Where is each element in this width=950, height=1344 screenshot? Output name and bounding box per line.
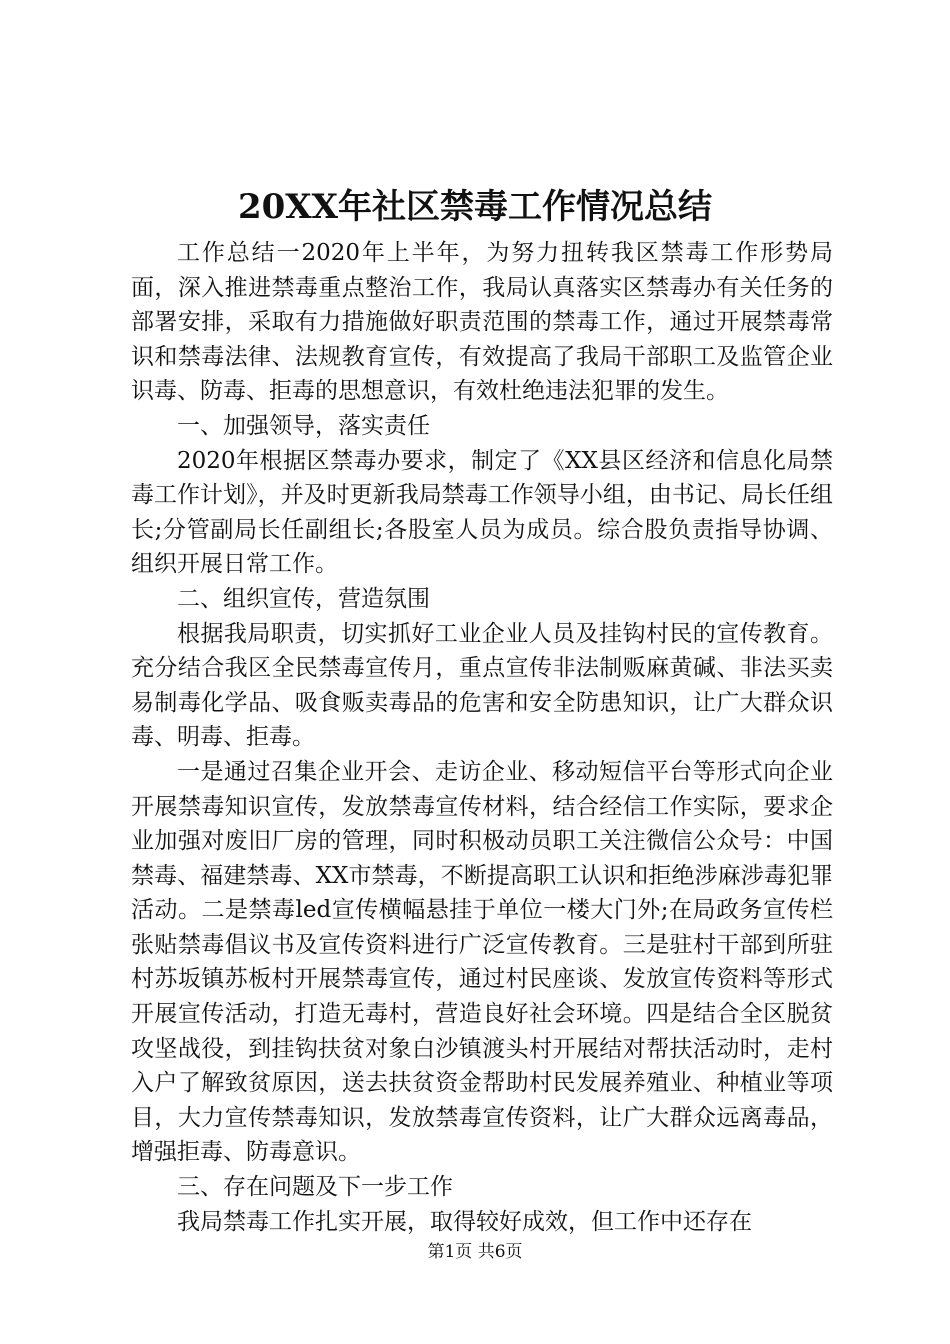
paragraph-section-3: 我局禁毒工作扎实开展，取得较好成效，但工作中还存在 [177,1208,752,1235]
page-footer: 第1页 共6页 [427,1242,523,1262]
paragraph-intro: 工作总结一2020年上半年，为努力扭转我区禁毒工作形势局面，深入推进禁毒重点整治工作，我局认真落实区禁毒办有关任务的部署安排，采取有力措施做好职责范围的禁毒工作，通过开展禁毒常识和禁毒法律、法规教育宣传，有效提高了我局干部职工及监管企业识毒、防毒、拒毒的思想意识，有效杜绝违法犯罪的发生。 [131,240,833,405]
document-title: 20XX年社区禁毒工作情况总结 [237,187,713,227]
section-heading-2: 二、组织宣传，营造氛围 [177,585,430,612]
document-body [131,236,833,1239]
section-heading-3: 三、存在问题及下一步工作 [177,1174,453,1201]
paragraph-section-2b: 一是通过召集企业开会、走访企业、移动短信平台等形式向企业开展禁毒知识宣传，发放禁毒宣传材料，结合经信工作实际，要求企业加强对废旧厂房的管理，同时积极动员职工关注微信公众号：中国禁毒、福建禁毒、XX市禁毒，不断提高职工认识和拒绝涉麻涉毒犯罪活动。二是禁毒led宣传横幅悬挂于单位一楼大门外;在局政务宣传栏张贴禁毒倡议书及宣传资料进行广泛宣传教育。三是驻村干部到所驻村苏坂镇苏板村开展禁毒宣传，通过村民座谈、发放宣传资料等形式开展宣传活动，打造无毒村，营造良好社会环境。四是结合全区脱贫攻坚战役，到挂钩扶贫对象白沙镇渡头村开展结对帮扶活动时，走村入户了解致贫原因，送去扶贫资金帮助村民发展养殖业、种植业等项目，大力宣传禁毒知识，发放禁毒宣传资料，让广大群众远离毒品，增强拒毒、防毒意识。 [131,758,833,1166]
paragraph-section-1: 2020年根据区禁毒办要求，制定了《XX县区经济和信息化局禁毒工作计划》，并及时更新我局禁毒工作领导小组，由书记、局长任组长;分管副局长任副组长;各股室人员为成员。综合股负责指导协调、组织开展日常工作。 [131,447,833,578]
section-heading-1: 一、加强领导，落实责任 [177,412,430,439]
paragraph-section-2a: 根据我局职责，切实抓好工业企业人员及挂钩村民的宣传教育。充分结合我区全民禁毒宣传月，重点宣传非法制贩麻黄碱、非法买卖易制毒化学品、吸食贩卖毒品的危害和安全防患知识，让广大群众识毒、明毒、拒毒。 [131,620,833,751]
